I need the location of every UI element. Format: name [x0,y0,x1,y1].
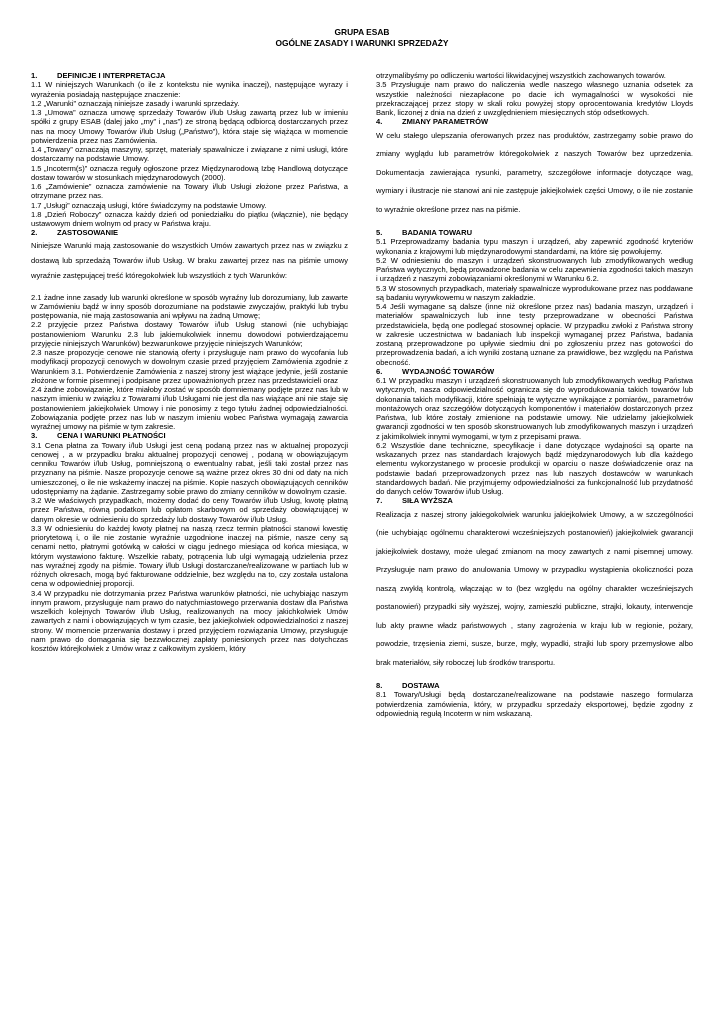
paragraph: 1.3 „Umowa” oznacza umowę sprzedaży Towarów i/lub Usług zawartą przez lub w imieniu spółki z grupy ESAB (dalej jako „my” i „nas”) ze stroną będącą odbiorcą dostarczanych przez nas na mocy Umowy Towarów i/lub Usług („Państwo”), która staje się wiążąca w momencie potwierdzenia przez nas Zamówienia. [31,108,348,145]
paragraph: 3.1 Cena płatna za Towary i/lub Usługi jest ceną podaną przez nas w aktualnej propozycji cenowej , a w przypadku braku aktualnej propozycji cenowej , podaną w obowiązującym cenniku Towarów i/lub Usług, pomniejszoną o ewentualny rabat, jeśli taki został przez nas przyznany na piśmie. Nasze propozycje cenowe są ważne przez okres 30 dni od daty na nich umieszczonej, o ile nie wskażemy inaczej na piśmie. Kopie naszych obowiązujących cenników udostępniamy na żądanie. Zastrzegamy sobie prawo do zmiany cenników w dowolnym czasie. [31,440,348,496]
section-heading: 2. ZASTOSOWANIE [31,228,119,238]
paragraph: 1.4 „Towary” oznaczają maszyny, sprzęt, materiały spawalnicze i związane z nimi usługi, które dostarczamy na podstawie Umowy. [31,145,348,164]
paragraph: 2.1 żadne inne zasady lub warunki określone w sposób wyraźny lub dorozumiany, lub zawarte w Zamówieniu bądź w inny sposób dorozumiane na podstawie zwyczajów, praktyki lub trybu postępowania, nie mają zastosowania ani wpływu na żadną Umowę; [31,292,348,321]
paragraph: 1.6 „Zamówienie” oznacza zamówienie na Towary i/lub Usługi złożone przez Państwa, a otrzymane przez nas. [31,182,348,201]
section-heading: 7. SIŁA WYŻSZA [376,496,453,506]
paragraph: 6.2 Wszystkie dane techniczne, specyfikacje i dane dotyczące wydajności są oparte na wskazanych przez nas standardach krajowych bądź międzynarodowych lub dla każdego elementu wykorzystanego w procesie produkcji w oparciu o nasze doświadczenie oraz na podstawie badań przeprowadzonych przez nas lub naszych dostawców w warunkach standardowych badań. Nie przyjmujemy odpowiedzialności za funkcjonalność lub przydatność do danych celów Towarów i/lub Usług. [376,440,693,496]
paragraph: 5.3 W stosownych przypadkach, materiały spawalnicze wyprodukowane przez nas poddawane są badaniu wyrywkowemu w naszym zakładzie. [376,283,693,302]
document-subtitle: OGÓLNE ZASADY I WARUNKI SPRZEDAŻY [275,38,449,48]
section-heading: 1. DEFINICJE I INTERPRETACJA [31,71,166,80]
section-heading: 3. CENA I WARUNKI PŁATNOŚCI [31,431,166,441]
right-column [376,71,693,718]
paragraph: 2.4 żadne zobowiązanie, które miałoby zostać w sposób domniemany podjęte przez nas lub w naszym imieniu w związku z Towarami i/lub Usługami nie jest dla nas wiążące ani nie staje się postanowieniem jakiejkolwiek Umowy i nie ponosimy z tego tytułu żadnej odpowiedzialności. Zobowiązania podjęte przez nas lub w naszym imieniu wobec Państwa wymagają zawarcia wyraźnej umowy na piśmie w tym zakresie. [31,385,348,432]
paragraph: Niniejsze Warunki mają zastosowanie do wszystkich Umów zawartych przez nas w związku z dostawą lub sprzedażą Towarów i/lub Usług. W braku zawartej przez nas na piśmie umowy wyraźnie zastępującej treść któregokolwiek lub wszystkich z tych Warunków: [31,240,348,281]
paragraph: 5.4 Jeśli wymagane są dalsze (inne niż określone przez nas) badania maszyn, urządzeń i materiałów spawalniczych lub inne testy przeprowadzane w obecności Państwa przedstawiciela, będą one podlegać stosownej opłacie. W przypadku zwłoki z Państwa strony w zakresie uczestnictwa w badaniach lub inspekcji wymaganej przez Państwa, badania zostaną przeprowadzone po upływie siedmiu dni po zgłoszeniu przez nas gotowości do przeprowadzenia badań, a ich wyniki zostaną uznane za prawidłowe, bez względu na Państwa obecność. [376,302,693,367]
section-heading: 6. WYDAJNOŚĆ TOWARÓW [376,366,495,376]
section-heading: 4. ZMIANY PARAMETRÓW [376,117,489,127]
section-heading: 8. DOSTAWA [376,681,440,690]
left-column [31,71,348,653]
paragraph: 1.1 W niniejszych Warunkach (o ile z kontekstu nie wynika inaczej), następujące wyrazy i wyrażenia posiadają następujące znaczenie: [31,80,348,99]
paragraph: W celu stałego ulepszania oferowanych przez nas produktów, zastrzegamy sobie prawo do zmiany wyglądu lub parametrów któregokolwiek z naszych Towarów bez uprzedzenia. Dokumentacja zawierająca rysunki, parametry, szczegółowe informacje dotyczące wag, wymiary i ilustracje nie stanowi ani nie zastępuje jakiejkolwiek części Umowy, o ile nie zostanie to wyraźnie określone przez nas na piśmie. [376,130,693,214]
paragraph: 3.4 W przypadku nie dotrzymania przez Państwa warunków płatności, nie uchybiając naszym innym prawom, przysługuje nam prawo do natychmiastowego przerwania dostaw dla Państwa wszelkich kolejnych Towarów i/lub Usług, realizowanych na mocy jakichkolwiek Umów zawartych z nami i obowiązujących w tym czasie, bez jakiejkolwiek odpowiedzialności z naszej strony. W momencie przerwania dostawy i przed przyjęciem rozwiązania Umowy, przysługuje nam prawo do domagania się bezzwłocznej zapłaty poniesionych przez nas dotychczas kosztów którejkolwiek z Umów wraz z całkowitym zyskiem, który [31,588,348,654]
paragraph: 2.3 nasze propozycje cenowe nie stanowią oferty i przysługuje nam prawo do wycofania lub modyfikacji propozycji cenowych w dowolnym czasie przed przyjęciem Zamówienia zgodnie z Warunkiem 3.1. Potwierdzenie Zamówienia z naszej strony jest wiążące jedynie, jeśli zostanie złożone w formie pisemnej i podpisane przez upoważnionych przez nas przedstawicieli oraz [31,348,348,385]
paragraph: 5.1 Przeprowadzamy badania typu maszyn i urządzeń, aby zapewnić zgodność kryteriów wykonania z krajowymi lub międzynarodowymi standardami, na które się powołujemy. [376,237,693,256]
paragraph: 5.2 W odniesieniu do maszyn i urządzeń skonstruowanych lub zmodyfikowanych według Państwa wytycznych, będą prowadzone badania w celu zapewnienia zgodności takich maszyn i urządzeń z naszymi zobowiązaniami określonymi w Warunku 6.2. [376,255,693,284]
paragraph: 2.2 przyjęcie przez Państwa dostawy Towarów i/lub Usług stanowi (nie uchybiając postanowieniom Warunku 2.3 lub jakiemukolwiek innemu dowodowi potwierdzającemu przyjęcie niniejszych Warunków) bezwarunkowe przyjęcie niniejszych Warunków; [31,320,348,348]
paragraph: 3.5 Przysługuje nam prawo do naliczenia wedle naszego własnego uznania odsetek za wszystkie należności niezapłacone po dacie ich wymagalności w wysokości nie przekraczającej przez stopy w skali roku powyżej stopy oprocentowania kredytów Lloyds Bank, liczonej z dnia na dzień z uwzględnieniem miesięcznych stóp odsetkowych. [376,80,693,117]
document-title: GRUPA ESAB [334,27,390,37]
paragraph: Realizacja z naszej strony jakiegokolwiek warunku jakiejkolwiek Umowy, a w szczególności (nie uchybiając ogólnemu charakterowi wcześniejszych postanowień) jakiejkolwiek gwarancji jakiejkolwiek dostawy, może ulegać zmianom na mocy zawartych z nami pisemnej umowy. Przysługuje nam prawo do anulowania Umowy w przypadku wystąpienia okoliczności poza naszą zwykłą kontrolą, włączając w to (bez względu na ogólny charakter wcześniejszych postanowień) przypadki siły wyższej, wojny, zamieszki publiczne, strajki, lokauty, interwencje lub akty prawne władz państwowych , stany zagrożenia w kraju lub w regionie, pożary, powodzie, trzęsienia ziemi, susze, burze, mgły, wypadki, strajki lub spory przemysłowe albo brak materiałów, siły roboczej lub środków transportu. [376,509,693,667]
paragraph: 1.5 „Incoterm(s)” oznacza reguły ogłoszone przez Międzynarodową Izbę Handlową dotyczące dostaw towarów w stosunkach międzynarodowych (2000). [31,163,348,182]
paragraph: 3.3 W odniesieniu do każdej kwoty płatnej na naszą rzecz termin płatności stanowi kwestię priorytetową i, o ile nie zostanie wyraźnie uzgodnione inaczej na piśmie, nasze ceny są cenami netto, płatnymi gotówką w całości w ciągu jednego miesiąca od końca miesiąca, w którym wystawiono fakturę. Wszelkie rabaty, potrącenia lub ulgi wymagają udzielenia przez nas wyraźnej zgody na piśmie. Towary i/lub Usługi dostarczane/realizowane w partiach lub w różnych okresach, mogą być fakturowane oddzielnie, bez względu na to, czy została ustalona cena w odpowiedniej proporcji. [31,523,348,589]
paragraph: 8.1 Towary/Usługi będą dostarczane/realizowane na podstawie naszego formularza potwierdzenia zamówienia, który, w przypadku sprzedaży eksportowej, będzie zgodny z odpowiednią regułą Incoterm w nim wskazaną. [376,690,693,718]
paragraph: 1.7 „Usługi” oznaczają usługi, które świadczymy na podstawie Umowy. [31,200,267,210]
paragraph: otrzymalibyśmy po odliczeniu wartości likwidacyjnej wszystkich zachowanych towarów. [376,71,666,80]
paragraph: 1.8 „Dzień Roboczy” oznacza każdy dzień od poniedziałku do piątku (włącznie), nie będący ustawowym dniem wolnym od pracy w Państwa kraju. [31,209,348,228]
paragraph: 6.1 W przypadku maszyn i urządzeń skonstruowanych lub zmodyfikowanych według Państwa wytycznych, nasza odpowiedzialność ogranicza się do wyprodukowania takich towarów lub dokonania takich modyfikacji, które spełniają te wytyczne wynikające z pomiarów,, parametrów montażowych oraz szczegółów dotyczących komponentów i materiałów dostarczonych przez Państwa, lub które zostały zmienione na podstawie umowy. Nie udzielamy jakiejkolwiek gwarancji zgodności w ten sposób skonstruowanych lub zmodyfikowanych maszyn i urządzeń z jakimikolwiek innymi wymogami, w tym z przepisami prawa. [376,376,693,441]
paragraph: 3.2 We właściwych przypadkach, możemy dodać do ceny Towarów i/lub Usług, kwotę płatną przez Państwa, równą podatkom lub opłatom skarbowym od sprzedaży obowiązującej w danym okresie w odniesieniu do sprzedaży lub dostawy Towarów i/lub Usług. [31,496,348,524]
section-heading: 5. BADANIA TOWARU [376,228,473,237]
paragraph: 1.2 „Warunki” oznaczają niniejsze zasady i warunki sprzedaży. [31,98,240,108]
